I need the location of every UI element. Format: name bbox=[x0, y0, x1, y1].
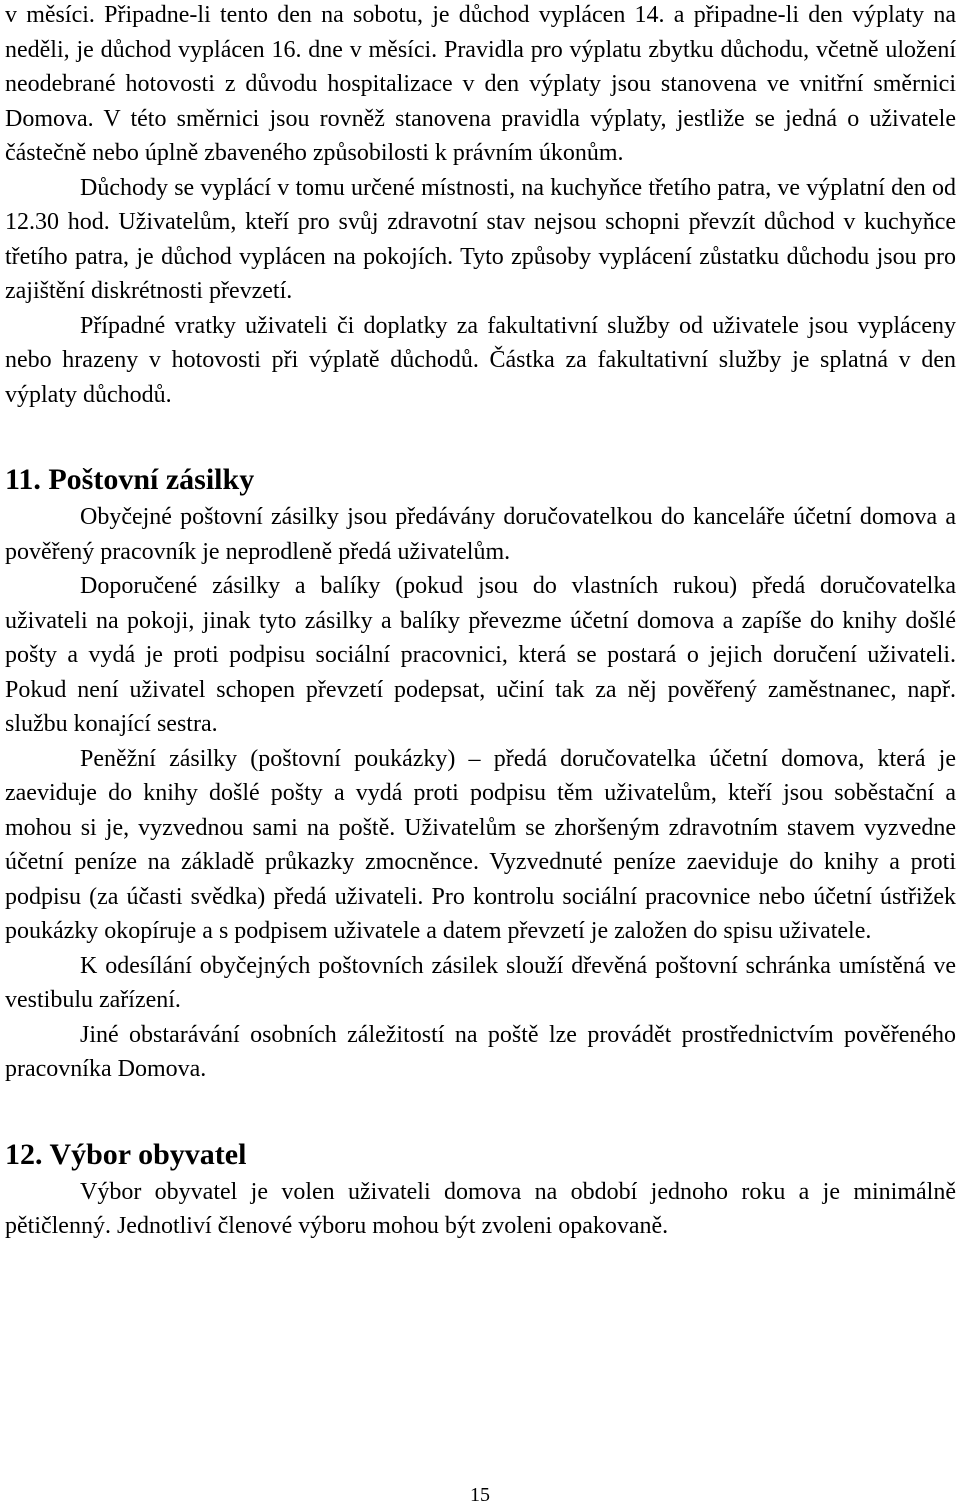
document-page bbox=[5, 0, 956, 1244]
paragraph-other-post-errands: Jiné obstarávání osobních záležitostí na poště lze provádět prostřednictvím pověřeného pracovníka Domova. bbox=[5, 1021, 956, 1082]
paragraph-pension-payment-rules: v měsíci. Připadne-li tento den na sobotu, je důchod vyplácen 14. a připadne-li den výplaty na neděli, je důchod vyplácen 16. dne v měsíci. Pravidla pro výplatu zbytku důchodu, včetně uložení neodebrané hotovosti z důvodu hospitalizace v den výplaty jsou stanovena ve vnitřní směrnici Domova. V této směrnici jsou rovněž stanovena pravidla výplaty, jestliže se jedná o uživatele částečně nebo úplně zbaveného způsobilosti k právním úkonům. bbox=[5, 2, 956, 166]
paragraph-ordinary-mail: Obyčejné poštovní zásilky jsou předávány doručovatelkou do kanceláře účetní domova a pověřený pracovník je neprodleně předá uživatelům. bbox=[5, 504, 956, 565]
paragraph-outgoing-mail-box: K odesílání obyčejných poštovních zásilek slouží dřevěná poštovní schránka umístěná ve vestibulu zařízení. bbox=[5, 952, 956, 1013]
paragraph-money-orders: Peněžní zásilky (poštovní poukázky) – předá doručovatelka účetní domova, která je zaeviduje do knihy došlé pošty a vydá proti podpisu těm uživatelům, kteří jsou soběstační a mohou si je, vyzvednou sami na poště. Uživatelům se zhoršeným zdravotním stavem vyzvedne účetní peníze na základě průkazky zmocněnce. Vyzvednuté peníze zaeviduje do knihy a proti podpisu (za účasti svědka) předá uživateli. Pro kontrolu sociální pracovnice nebo účetní ústřižek poukázky okopíruje a s podpisem uživatele a datem převzetí je založen do spisu uživatele. bbox=[5, 745, 956, 944]
page-number: 15 bbox=[470, 1484, 490, 1506]
section-heading-postal-items: 11. Poštovní zásilky bbox=[5, 463, 255, 496]
section-heading-residents-committee: 12. Výbor obyvatel bbox=[5, 1137, 247, 1171]
paragraph-residents-committee: Výbor obyvatel je volen uživateli domova na období jednoho roku a je minimálně pětičlenný. Jednotliví členové výboru mohou být zvoleni opakovaně. bbox=[5, 1178, 956, 1239]
paragraph-registered-mail: Doporučené zásilky a balíky (pokud jsou do vlastních rukou) předá doručovatelka uživateli na pokoji, jinak tyto zásilky a balíky převezme účetní domova a zapíše do knihy došlé pošty a vydá je proti podpisu sociální pracovnici, která se postará o jejich doručení uživateli. Pokud není uživatel schopen převzetí podepsat, učiní tak za něj pověřený zaměstnanec, např. službu konající sestra. bbox=[5, 573, 956, 737]
paragraph-refunds-and-surcharges: Případné vratky uživateli či doplatky za fakultativní služby od uživatele jsou vypláceny nebo hrazeny v hotovosti při výplatě důchodů. Částka za fakultativní služby je splatná v den výplaty důchodů. bbox=[5, 312, 956, 408]
paragraph-pension-payment-place: Důchody se vyplácí v tomu určené místnosti, na kuchyňce třetího patra, ve výplatní den od 12.30 hod. Uživatelům, kteří pro svůj zdravotní stav nejsou schopni převzít důchod v kuchyňce třetího patra, je důchod vyplácen na pokojích. Tyto způsoby vyplácení zůstatku důchodu jsou pro zajištění diskrétnosti převzetí. bbox=[5, 174, 956, 304]
